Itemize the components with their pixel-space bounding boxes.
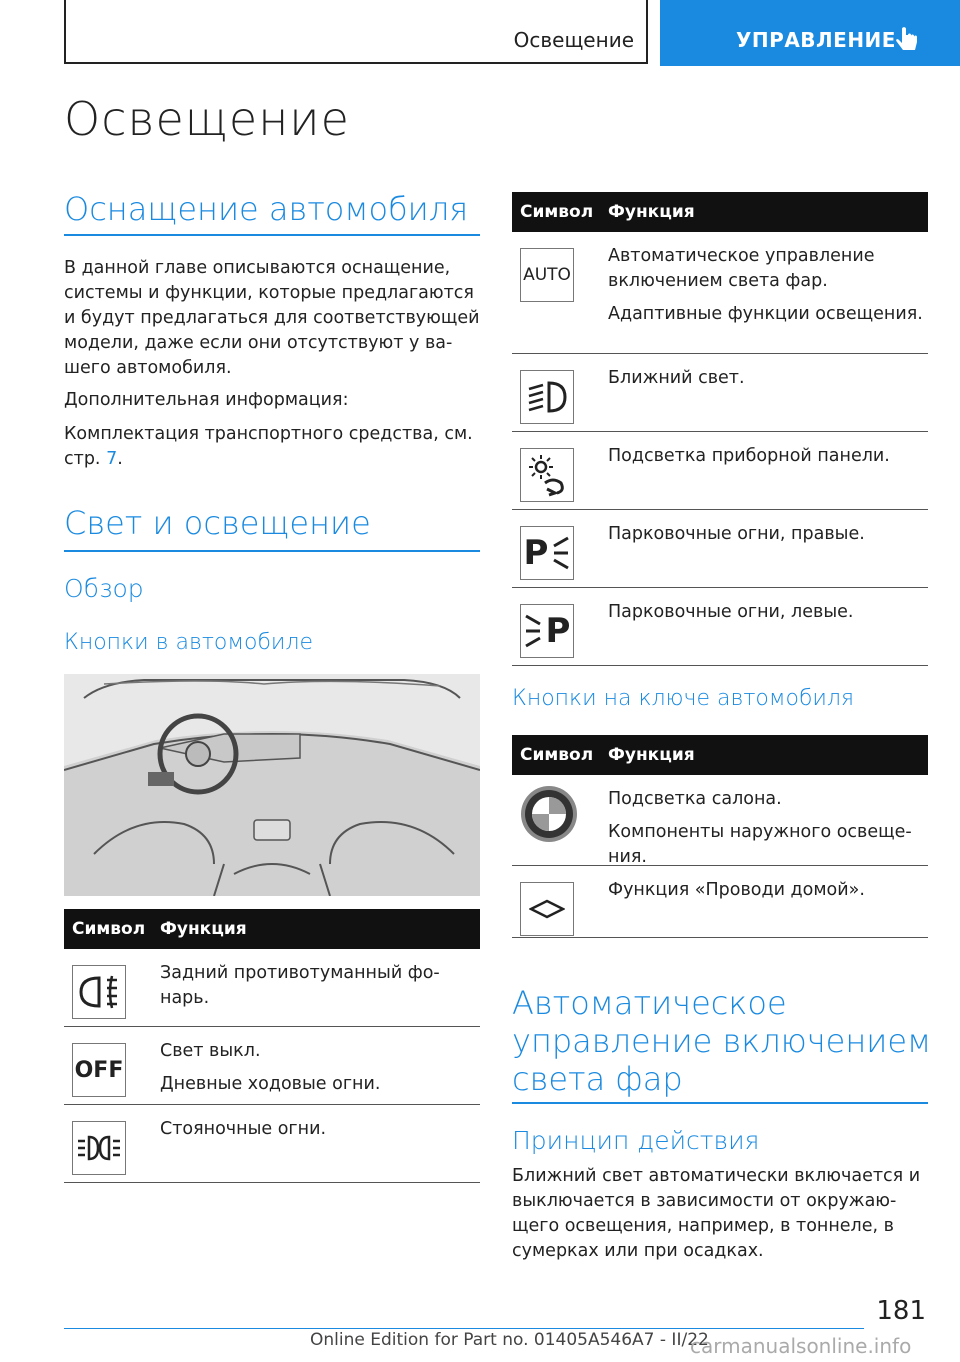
table-row [64, 1027, 480, 1105]
page-number: 181 [876, 1296, 926, 1326]
principle-paragraph: Ближний свет автоматически включается и выключается в зависимости от окружающего освещения, например, в тоннеле, в сумерках или при осадках. [512, 1166, 921, 1261]
table-row [512, 588, 928, 666]
buttons-table-right [512, 192, 928, 666]
table-header: Символ Функция [512, 735, 928, 775]
key-buttons-table [512, 735, 928, 938]
heading-overview: Обзор [64, 574, 144, 603]
follow-me-home-icon [520, 882, 574, 936]
parking-light-left-icon: P [520, 604, 574, 658]
table-row [512, 354, 928, 432]
table-row [64, 949, 480, 1027]
function-text: Автоматическое управление включением света фар. Адаптивные функции освещения. [608, 246, 923, 324]
function-text: Свет выкл. Дневные ходовые огни. [160, 1041, 381, 1094]
function-text: Задний противотуманный фонарь. [160, 963, 440, 1008]
table-row [512, 775, 928, 866]
heading-rule [64, 234, 480, 236]
function-text: Парковочные огни, правые. [608, 524, 865, 544]
page-link[interactable]: 7 [106, 449, 118, 469]
heading-auto-lights: Автоматическое управление включением света фар [512, 984, 932, 1098]
edition-text: Online Edition for Part no. 01405A546A7 - II/22 [310, 1330, 709, 1350]
function-text: Подсветка салона. Компоненты наружного освещения. [608, 789, 912, 867]
heading-rule [512, 1102, 928, 1104]
heading-buttons-key: Кнопки на ключе автомобиля [512, 686, 854, 711]
table-row [512, 432, 928, 510]
low-beam-icon [520, 370, 574, 424]
table-header: Символ Функция [64, 909, 480, 949]
heading-lights: Свет и освещение [64, 504, 371, 542]
hand-pointer-icon [893, 26, 923, 56]
instrument-lighting-icon [520, 448, 574, 502]
function-text: Парковочные огни, левые. [608, 602, 854, 622]
table-row [512, 232, 928, 354]
equipment-paragraph-2: Дополнительная информация: [64, 390, 349, 410]
watermark: carmanualsonline.info [690, 1334, 912, 1358]
heading-buttons-car: Кнопки в автомобиле [64, 630, 313, 655]
buttons-table-left [64, 909, 480, 1183]
equipment-paragraph-1: В данной главе описываются оснащение, системы и функции, которые предлагаются и будут предлагаться для соответствующей модели, даже если они отсутствуют у вашего автомобиля. [64, 258, 480, 378]
function-text: Стояночные огни. [160, 1119, 327, 1139]
table-header: Символ Функция [512, 192, 928, 232]
bmw-logo-icon [520, 785, 578, 843]
parking-lights-icon [72, 1121, 126, 1175]
table-row [512, 510, 928, 588]
chapter-tab [64, 0, 648, 64]
equipment-paragraph-3: Комплектация транспортного средства, см. стр. 7. [64, 424, 473, 469]
heading-principle: Принцип действия [512, 1126, 760, 1155]
function-text: Подсветка приборной панели. [608, 446, 890, 466]
auto-headlight-icon: AUTO [520, 248, 574, 302]
dashboard-illustration [64, 674, 480, 896]
parking-light-right-icon: P [520, 526, 574, 580]
rear-fog-light-icon [72, 965, 126, 1019]
heading-rule [64, 550, 480, 552]
function-text: Функция «Проводи домой». [608, 880, 865, 900]
lights-off-icon: OFF [72, 1043, 126, 1097]
page-title: Освещение [64, 92, 350, 146]
section-tab [660, 0, 960, 66]
table-row [512, 866, 928, 938]
table-row [64, 1105, 480, 1183]
section-label: УПРАВЛЕНИЕ [736, 28, 896, 52]
footer-rule [64, 1328, 864, 1329]
heading-equipment: Оснащение автомобиля [64, 190, 469, 228]
chapter-label: Освещение [513, 28, 634, 52]
function-text: Ближний свет. [608, 368, 745, 388]
